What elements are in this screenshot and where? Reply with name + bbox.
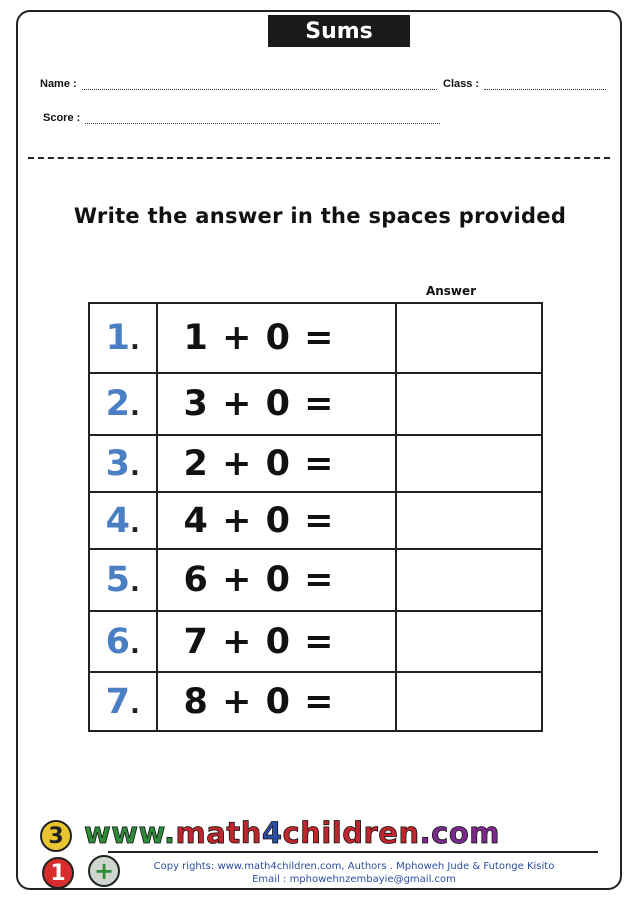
score-line[interactable] — [85, 113, 440, 124]
problem-expression: 4 + 0 = — [157, 492, 397, 549]
name-field[interactable] — [40, 78, 437, 90]
answer-box[interactable] — [396, 611, 542, 672]
problem-row — [89, 373, 542, 435]
problem-expression: 6 + 0 = — [157, 549, 397, 611]
problem-number: 1. — [89, 303, 157, 373]
logo-math: math — [175, 816, 262, 850]
score-field[interactable] — [43, 112, 440, 124]
problem-number: 2. — [89, 373, 157, 435]
problem-row — [89, 549, 542, 611]
email-text: Email : mphowehnzembayie@gmail.com — [252, 874, 456, 885]
problem-row — [89, 435, 542, 492]
instructions: Write the answer in the spaces provided — [73, 204, 567, 228]
copyright-text: Copy rights: www.math4children.com, Authors . Mphoweh Jude & Futonge Kisito — [153, 861, 555, 872]
problem-number: 3. — [89, 435, 157, 492]
answer-box[interactable] — [396, 303, 542, 373]
class-line[interactable] — [484, 79, 606, 90]
problem-number-text: 7 — [105, 681, 130, 722]
problem-number-text: 1 — [105, 318, 130, 358]
problem-expression: 7 + 0 = — [157, 611, 397, 672]
plus-badge-icon: + — [88, 855, 120, 887]
logo-children: children — [282, 816, 420, 850]
problem-number: 6. — [89, 611, 157, 672]
problem-row — [89, 303, 542, 373]
worksheet-title: Sums — [268, 15, 410, 47]
name-label: Name : — [40, 78, 77, 90]
answer-box[interactable] — [396, 672, 542, 731]
footer-rule — [108, 851, 598, 853]
problem-number: 5. — [89, 549, 157, 611]
problem-row — [89, 492, 542, 549]
answer-box[interactable] — [396, 373, 542, 435]
score-label: Score : — [43, 112, 81, 124]
problem-number: 4. — [89, 492, 157, 549]
class-label: Class : — [443, 78, 480, 90]
answer-box[interactable] — [396, 492, 542, 549]
problem-number: 7. — [89, 672, 157, 731]
problem-expression: 2 + 0 = — [157, 435, 397, 492]
answer-box[interactable] — [396, 435, 542, 492]
problem-expression: 3 + 0 = — [157, 373, 397, 435]
problem-number-text: 5 — [105, 560, 130, 600]
logo-4: 4 — [261, 816, 283, 850]
class-field[interactable] — [443, 78, 606, 90]
logo-com: .com — [419, 816, 500, 850]
number-one-badge-icon: 1 — [42, 857, 74, 889]
problem-row — [89, 611, 542, 672]
problems-table — [88, 302, 543, 732]
number-three-badge-icon: 3 — [40, 820, 72, 852]
footer-credits — [138, 860, 570, 886]
problem-row — [89, 672, 542, 731]
problem-expression: 8 + 0 = — [157, 672, 397, 731]
problem-number-text: 3 — [105, 443, 130, 484]
logo-www: www. — [84, 816, 176, 850]
problem-number-text: 4 — [105, 500, 130, 541]
site-logo — [84, 816, 500, 850]
problem-expression: 1 + 0 = — [157, 303, 397, 373]
problem-number-text: 6 — [105, 621, 130, 662]
answer-box[interactable] — [396, 549, 542, 611]
name-line[interactable] — [82, 79, 437, 90]
dashed-divider — [28, 157, 610, 159]
problem-number-text: 2 — [105, 384, 130, 424]
answer-column-header: Answer — [425, 284, 477, 298]
